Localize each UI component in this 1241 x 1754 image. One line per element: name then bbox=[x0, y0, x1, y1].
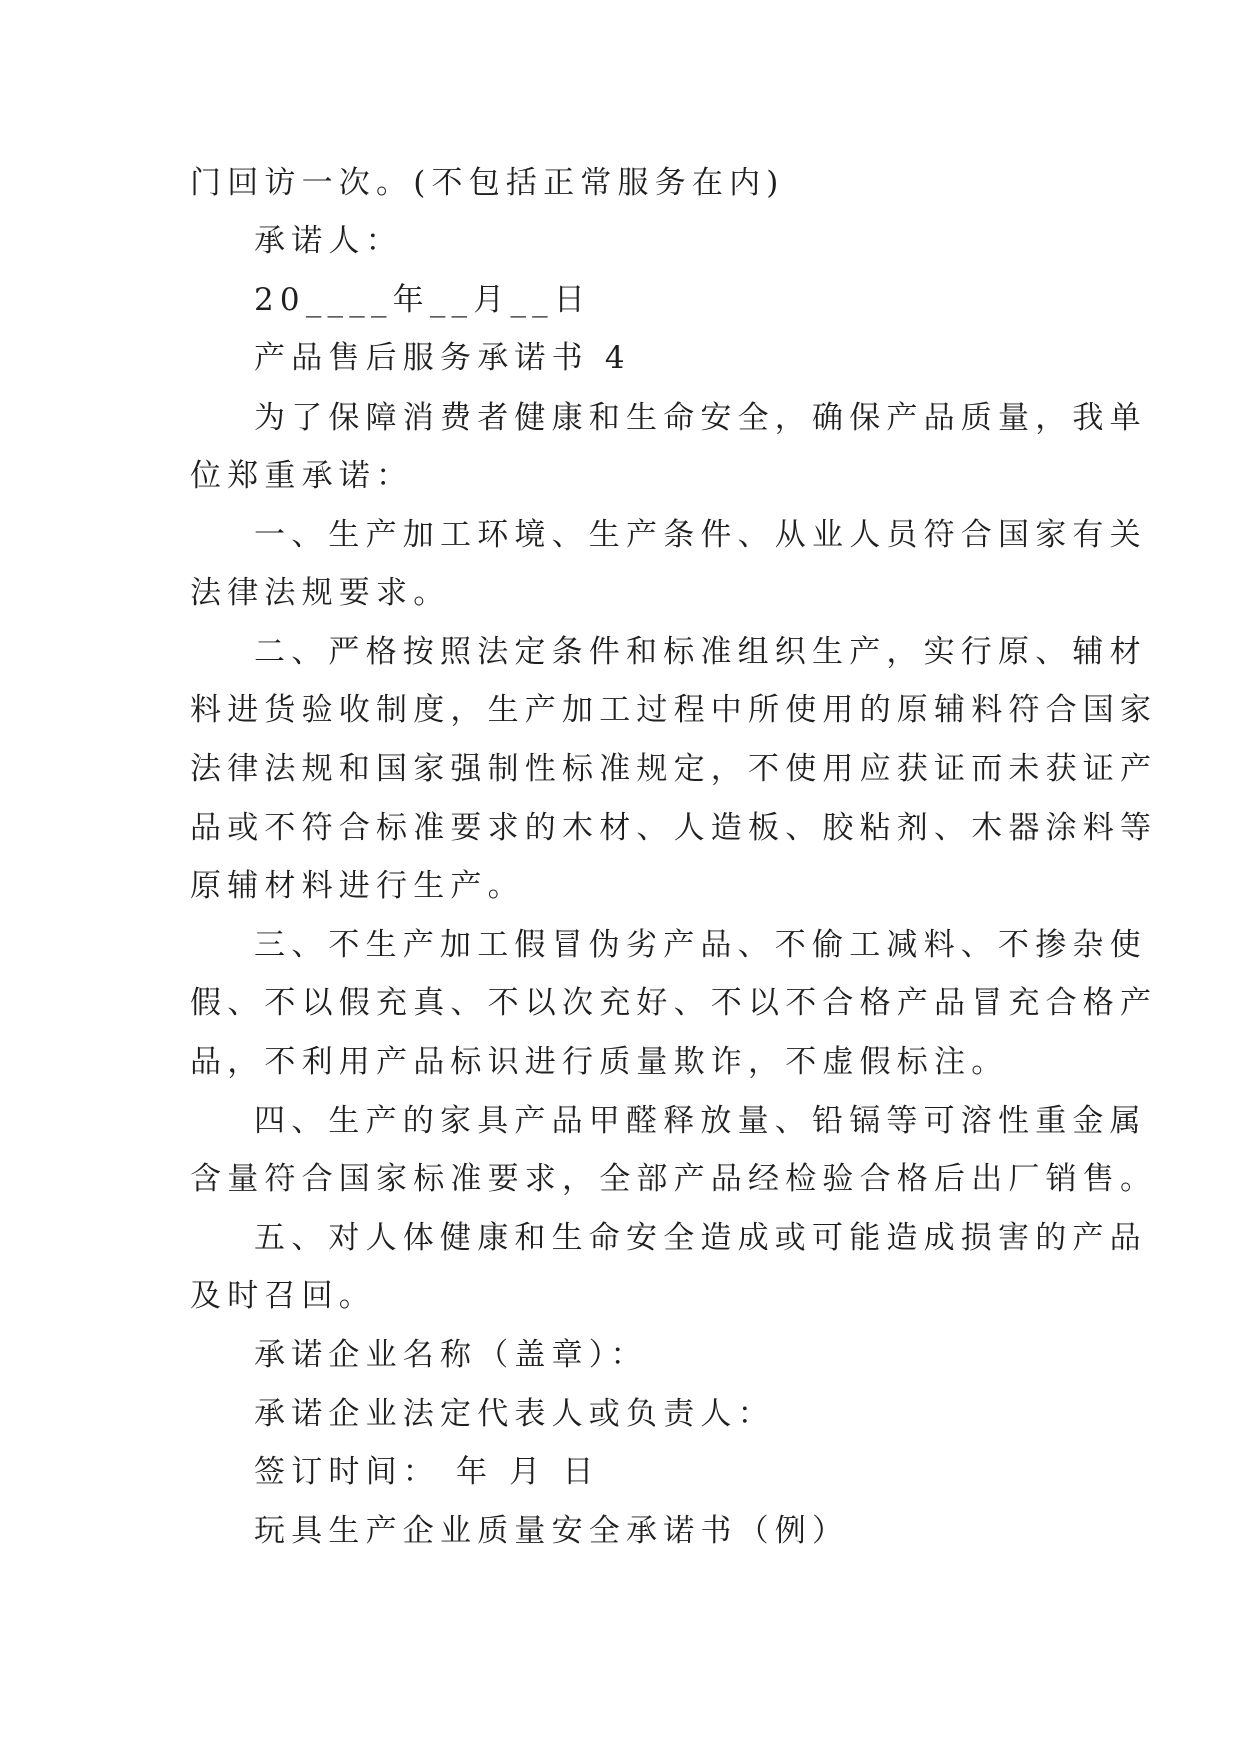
text-line: 产品售后服务承诺书 4 bbox=[254, 340, 631, 376]
text-line: 法律法规要求。 bbox=[190, 575, 451, 611]
text-line: 及时召回。 bbox=[190, 1278, 376, 1314]
text-line: 二、严格按照法定条件和标准组织生产，实行原、辅材 bbox=[254, 634, 1147, 670]
text-line: 品，不利用产品标识进行质量欺诈，不虚假标注。 bbox=[190, 1044, 1009, 1080]
text-line: 承诺人： bbox=[254, 223, 403, 259]
text-line: 承诺企业名称（盖章）： bbox=[254, 1337, 648, 1373]
text-line: 为了保障消费者健康和生命安全，确保产品质量，我单 bbox=[254, 400, 1147, 436]
text-line: 三、不生产加工假冒伪劣产品、不偷工减料、不掺杂使 bbox=[254, 927, 1147, 963]
text-line: 20____年__月__日 bbox=[254, 282, 592, 318]
text-line: 签订时间： 年 月 日 bbox=[254, 1454, 600, 1490]
text-line: 玩具生产企业质量安全承诺书（例） bbox=[254, 1513, 850, 1549]
text-line: 原辅材料进行生产。 bbox=[190, 868, 525, 904]
text-line: 位郑重承诺： bbox=[190, 458, 414, 494]
text-line: 品或不符合标准要求的木材、人造板、胶粘剂、木器涂料等 bbox=[190, 810, 1158, 846]
text-line: 门回访一次。(不包括正常服务在内) bbox=[190, 165, 785, 201]
text-line: 一、生产加工环境、生产条件、从业人员符合国家有关 bbox=[254, 517, 1147, 553]
text-line: 含量符合国家标准要求，全部产品经检验合格后出厂销售。 bbox=[190, 1161, 1158, 1197]
text-line: 五、对人体健康和生命安全造成或可能造成损害的产品 bbox=[254, 1220, 1147, 1256]
text-line: 承诺企业法定代表人或负责人： bbox=[254, 1396, 775, 1432]
text-line: 法律法规和国家强制性标准规定，不使用应获证而未获证产 bbox=[190, 751, 1158, 787]
text-line: 料进货验收制度，生产加工过程中所使用的原辅料符合国家 bbox=[190, 692, 1158, 728]
text-line: 假、不以假充真、不以次充好、不以不合格产品冒充合格产 bbox=[190, 985, 1158, 1021]
text-line: 四、生产的家具产品甲醛释放量、铅镉等可溶性重金属 bbox=[254, 1103, 1147, 1139]
